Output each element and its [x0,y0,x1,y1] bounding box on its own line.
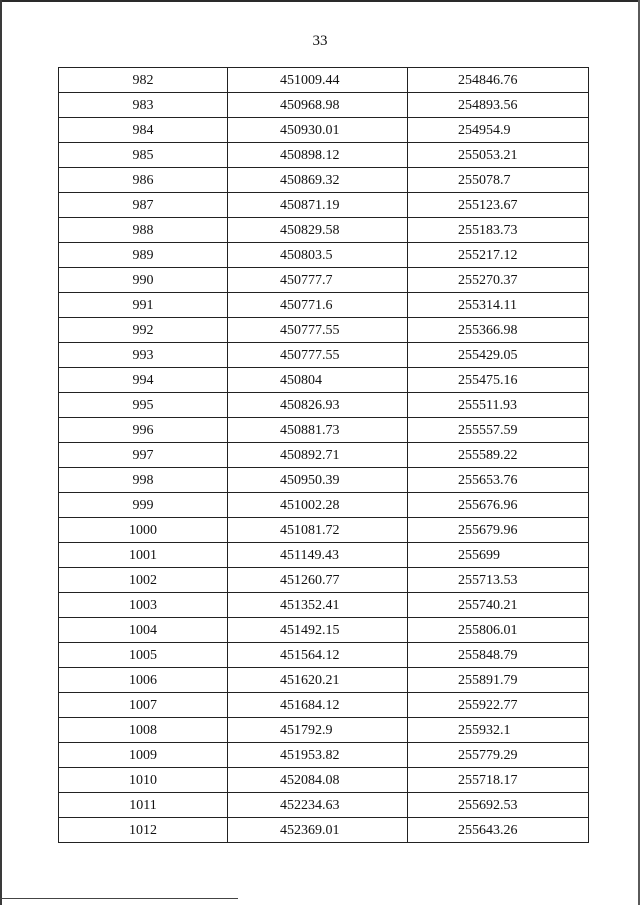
y-coordinate-cell: 255891.79 [408,668,589,693]
y-coordinate-cell: 255779.29 [408,743,589,768]
point-number-cell: 1010 [59,768,228,793]
point-number-cell: 989 [59,243,228,268]
y-coordinate-cell: 255123.67 [408,193,589,218]
page-number: 33 [312,33,328,49]
point-number-cell: 1006 [59,668,228,693]
y-coordinate-cell: 255676.96 [408,493,589,518]
table-row [59,593,589,618]
table-row [59,268,589,293]
table-row [59,793,589,818]
point-number-cell: 990 [59,268,228,293]
y-coordinate-cell: 254893.56 [408,93,589,118]
table-row [59,368,589,393]
table-row [59,668,589,693]
scan-border-top [0,0,640,2]
table-row [59,118,589,143]
y-coordinate-cell: 255848.79 [408,643,589,668]
point-number-cell: 988 [59,218,228,243]
y-coordinate-cell: 255078.7 [408,168,589,193]
point-number-cell: 1000 [59,518,228,543]
coordinates-table [58,67,589,843]
y-coordinate-cell: 255511.93 [408,393,589,418]
x-coordinate-cell: 451149.43 [228,543,408,568]
x-coordinate-cell: 451002.28 [228,493,408,518]
y-coordinate-cell: 255475.16 [408,368,589,393]
table-row [59,243,589,268]
y-coordinate-cell: 255429.05 [408,343,589,368]
table-row [59,518,589,543]
point-number-cell: 983 [59,93,228,118]
x-coordinate-cell: 451953.82 [228,743,408,768]
table-row [59,693,589,718]
x-coordinate-cell: 451620.21 [228,668,408,693]
x-coordinate-cell: 452234.63 [228,793,408,818]
x-coordinate-cell: 451081.72 [228,518,408,543]
x-coordinate-cell: 451684.12 [228,693,408,718]
point-number-cell: 991 [59,293,228,318]
x-coordinate-cell: 450881.73 [228,418,408,443]
table-row [59,418,589,443]
point-number-cell: 1003 [59,593,228,618]
x-coordinate-cell: 450777.55 [228,318,408,343]
y-coordinate-cell: 255699 [408,543,589,568]
point-number-cell: 992 [59,318,228,343]
x-coordinate-cell: 450777.55 [228,343,408,368]
point-number-cell: 1004 [59,618,228,643]
table-row [59,468,589,493]
y-coordinate-cell: 255713.53 [408,568,589,593]
x-coordinate-cell: 451260.77 [228,568,408,593]
y-coordinate-cell: 255643.26 [408,818,589,843]
table-row [59,143,589,168]
y-coordinate-cell: 255217.12 [408,243,589,268]
table-row [59,393,589,418]
y-coordinate-cell: 255557.59 [408,418,589,443]
point-number-cell: 986 [59,168,228,193]
table-row [59,493,589,518]
x-coordinate-cell: 450950.39 [228,468,408,493]
y-coordinate-cell: 255053.21 [408,143,589,168]
y-coordinate-cell: 255270.37 [408,268,589,293]
footnote-rule [0,898,238,899]
scan-border-left [0,0,2,905]
y-coordinate-cell: 254954.9 [408,118,589,143]
table-row [59,643,589,668]
x-coordinate-cell: 450898.12 [228,143,408,168]
y-coordinate-cell: 255718.17 [408,768,589,793]
x-coordinate-cell: 450826.93 [228,393,408,418]
y-coordinate-cell: 255740.21 [408,593,589,618]
table-row [59,568,589,593]
table-row [59,768,589,793]
point-number-cell: 1002 [59,568,228,593]
point-number-cell: 1012 [59,818,228,843]
y-coordinate-cell: 255314.11 [408,293,589,318]
y-coordinate-cell: 254846.76 [408,68,589,93]
x-coordinate-cell: 450968.98 [228,93,408,118]
table-row [59,193,589,218]
table-row [59,168,589,193]
coordinates-table-body [59,68,589,843]
x-coordinate-cell: 450777.7 [228,268,408,293]
table-row [59,218,589,243]
point-number-cell: 982 [59,68,228,93]
x-coordinate-cell: 451564.12 [228,643,408,668]
y-coordinate-cell: 255806.01 [408,618,589,643]
x-coordinate-cell: 452369.01 [228,818,408,843]
x-coordinate-cell: 450930.01 [228,118,408,143]
x-coordinate-cell: 450869.32 [228,168,408,193]
point-number-cell: 998 [59,468,228,493]
y-coordinate-cell: 255366.98 [408,318,589,343]
y-coordinate-cell: 255932.1 [408,718,589,743]
table-row [59,618,589,643]
point-number-cell: 997 [59,443,228,468]
table-row [59,443,589,468]
point-number-cell: 996 [59,418,228,443]
table-row [59,318,589,343]
point-number-cell: 984 [59,118,228,143]
x-coordinate-cell: 451492.15 [228,618,408,643]
point-number-cell: 1001 [59,543,228,568]
x-coordinate-cell: 450771.6 [228,293,408,318]
x-coordinate-cell: 450829.58 [228,218,408,243]
y-coordinate-cell: 255183.73 [408,218,589,243]
point-number-cell: 1009 [59,743,228,768]
table-row [59,718,589,743]
y-coordinate-cell: 255679.96 [408,518,589,543]
point-number-cell: 1007 [59,693,228,718]
point-number-cell: 987 [59,193,228,218]
point-number-cell: 1005 [59,643,228,668]
point-number-cell: 1008 [59,718,228,743]
table-row [59,543,589,568]
point-number-cell: 999 [59,493,228,518]
x-coordinate-cell: 450803.5 [228,243,408,268]
point-number-cell: 994 [59,368,228,393]
x-coordinate-cell: 450892.71 [228,443,408,468]
table-row [59,93,589,118]
table-row [59,68,589,93]
x-coordinate-cell: 450871.19 [228,193,408,218]
point-number-cell: 1011 [59,793,228,818]
y-coordinate-cell: 255692.53 [408,793,589,818]
table-row [59,343,589,368]
point-number-cell: 985 [59,143,228,168]
x-coordinate-cell: 451009.44 [228,68,408,93]
point-number-cell: 995 [59,393,228,418]
table-row [59,818,589,843]
x-coordinate-cell: 452084.08 [228,768,408,793]
y-coordinate-cell: 255589.22 [408,443,589,468]
y-coordinate-cell: 255922.77 [408,693,589,718]
x-coordinate-cell: 451792.9 [228,718,408,743]
y-coordinate-cell: 255653.76 [408,468,589,493]
point-number-cell: 993 [59,343,228,368]
table-row [59,293,589,318]
x-coordinate-cell: 451352.41 [228,593,408,618]
table-row [59,743,589,768]
x-coordinate-cell: 450804 [228,368,408,393]
